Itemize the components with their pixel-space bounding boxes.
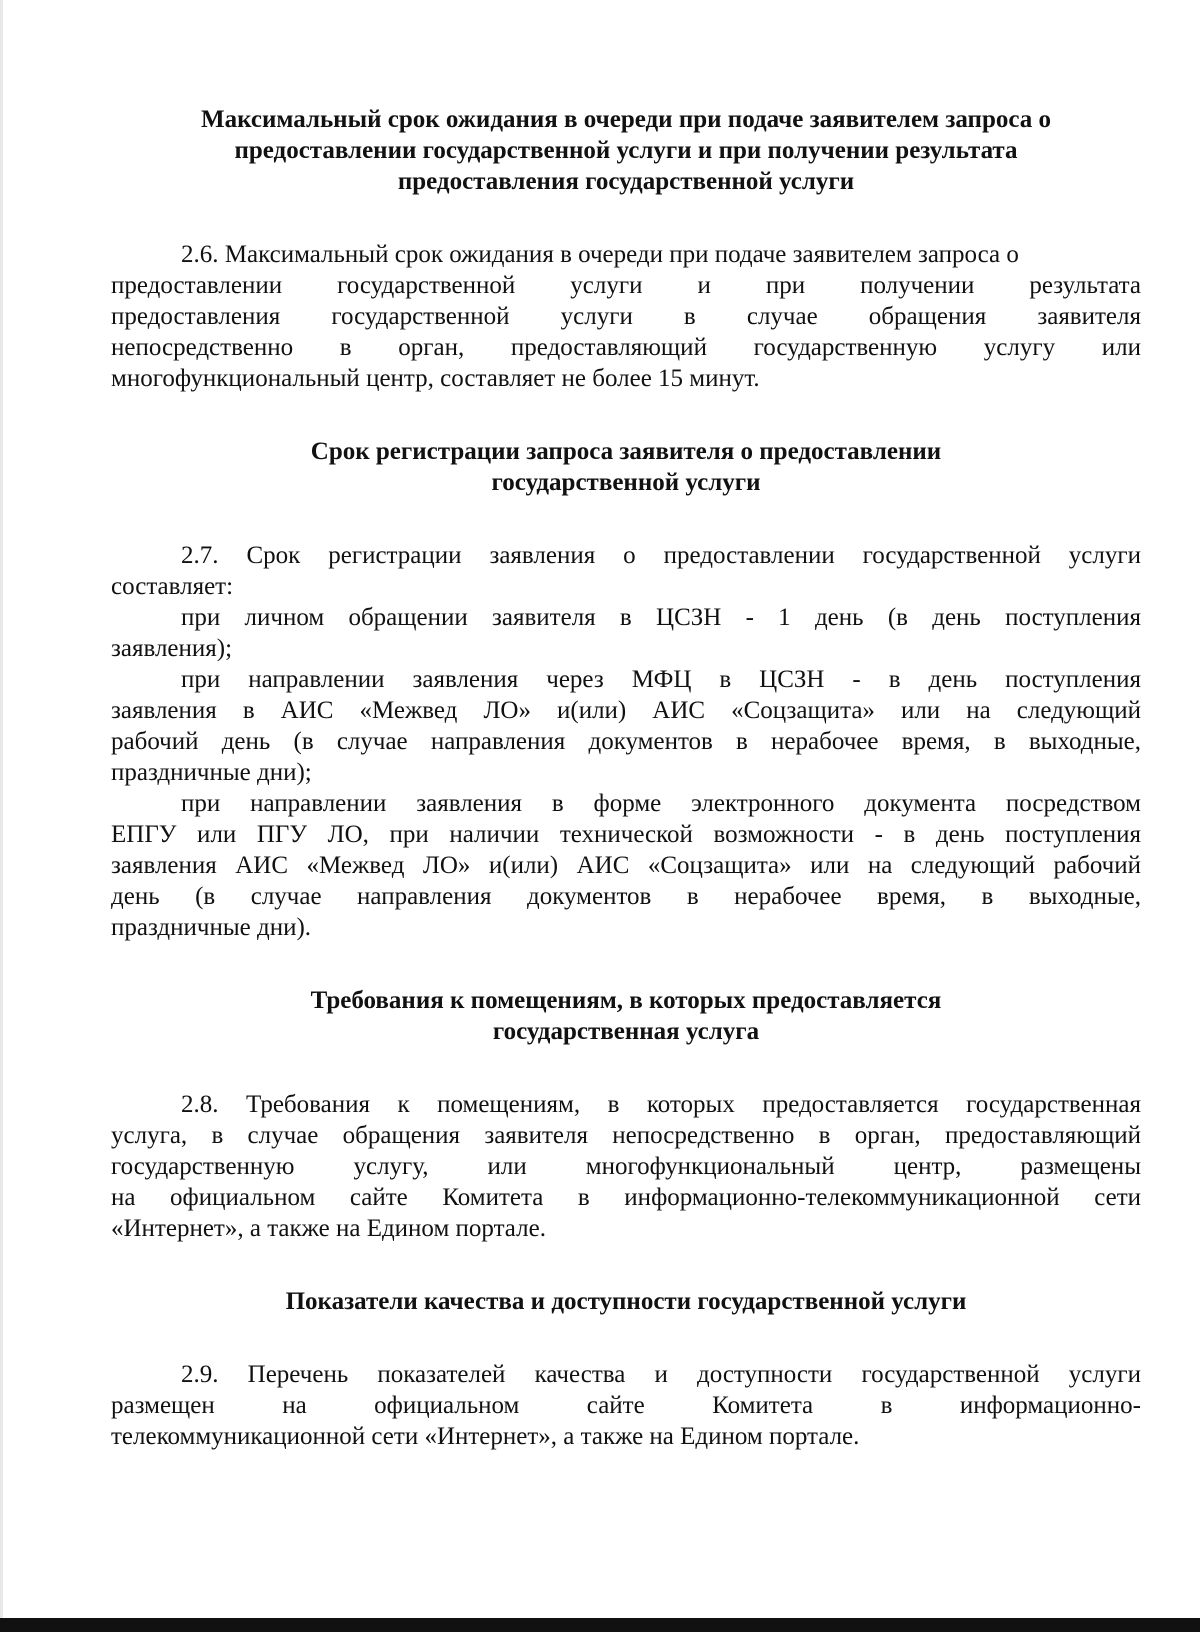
paragraph-line: телекоммуникационной сети «Интернет», а также на Едином портале. xyxy=(111,1423,860,1450)
paragraph-line: 2.8. Требования к помещениям, в которых предоставляется государственная xyxy=(181,1091,1141,1118)
paragraph-line: 2.6. Максимальный срок ожидания в очереди при подаче заявителем запроса о xyxy=(181,241,1019,268)
paragraph-line: 2.9. Перечень показателей качества и доступности государственной услуги xyxy=(181,1361,1141,1388)
paragraph-2-7 xyxy=(111,540,1141,943)
paragraph-2-6 xyxy=(111,239,1141,394)
paragraph-line: при направлении заявления в форме электронного документа посредством xyxy=(181,790,1141,817)
heading-line: Максимальный срок ожидания в очереди при подаче заявителем запроса о xyxy=(200,106,1051,133)
paragraph-line: непосредственно в орган, предоставляющий государственную услугу или xyxy=(111,334,1141,361)
paragraph-line: государственную услугу, или многофункциональный центр, размещены xyxy=(111,1153,1141,1180)
paragraph-line: ЕПГУ или ПГУ ЛО, при наличии технической возможности - в день поступления xyxy=(111,821,1141,848)
paragraph-line: праздничные дни). xyxy=(111,914,312,941)
heading-premises-requirements xyxy=(111,985,1141,1047)
heading-line: предоставлении государственной услуги и при получении результата xyxy=(234,137,1018,164)
paragraph-line: предоставления государственной услуги в случае обращения заявителя xyxy=(111,303,1141,330)
paragraph-line: заявления АИС «Межвед ЛО» и(или) АИС «Соцзащита» или на следующий рабочий xyxy=(111,852,1141,879)
paragraph-line: праздничные дни); xyxy=(111,759,312,786)
paragraph-line: предоставлении государственной услуги и при получении результата xyxy=(111,272,1141,299)
paragraph-line: составляет: xyxy=(111,573,234,600)
paragraph-line: на официальном сайте Комитета в информационно-телекоммуникационной сети xyxy=(111,1184,1141,1211)
paragraph-line: многофункциональный центр, составляет не более 15 минут. xyxy=(111,365,760,392)
heading-line: предоставления государственной услуги xyxy=(397,168,855,195)
paragraph-line: при направлении заявления через МФЦ в ЦСЗН - в день поступления xyxy=(181,666,1141,693)
paragraph-2-8 xyxy=(111,1089,1141,1244)
heading-line: Требования к помещениям, в которых предоставляется xyxy=(310,987,942,1014)
heading-registration-term xyxy=(111,436,1141,498)
paragraph-line: день (в случае направления документов в нерабочее время, в выходные, xyxy=(111,883,1141,910)
scan-bottom-edge xyxy=(0,1618,1200,1632)
paragraph-line: заявления в АИС «Межвед ЛО» и(или) АИС «Соцзащита» или на следующий xyxy=(111,697,1141,724)
paragraph-line: услуга, в случае обращения заявителя непосредственно в орган, предоставляющий xyxy=(111,1122,1141,1149)
scan-edge xyxy=(0,0,3,1632)
heading-quality-indicators xyxy=(111,1286,1141,1317)
paragraph-line: «Интернет», а также на Едином портале. xyxy=(111,1215,546,1242)
heading-line: Срок регистрации запроса заявителя о предоставлении xyxy=(310,438,942,465)
heading-queue-wait-time xyxy=(111,104,1141,197)
paragraph-line: 2.7. Срок регистрации заявления о предоставлении государственной услуги xyxy=(181,542,1141,569)
heading-line: государственная услуга xyxy=(492,1018,760,1045)
paragraph-line: рабочий день (в случае направления документов в нерабочее время, в выходные, xyxy=(111,728,1141,755)
paragraph-line: размещен на официальном сайте Комитета в информационно- xyxy=(111,1392,1141,1419)
paragraph-line: при личном обращении заявителя в ЦСЗН - 1 день (в день поступления xyxy=(181,604,1141,631)
paragraph-line: заявления); xyxy=(111,635,233,662)
heading-line: Показатели качества и доступности государственной услуги xyxy=(285,1288,967,1315)
document-page xyxy=(111,104,1141,1452)
heading-line: государственной услуги xyxy=(491,469,761,496)
paragraph-2-9 xyxy=(111,1359,1141,1452)
